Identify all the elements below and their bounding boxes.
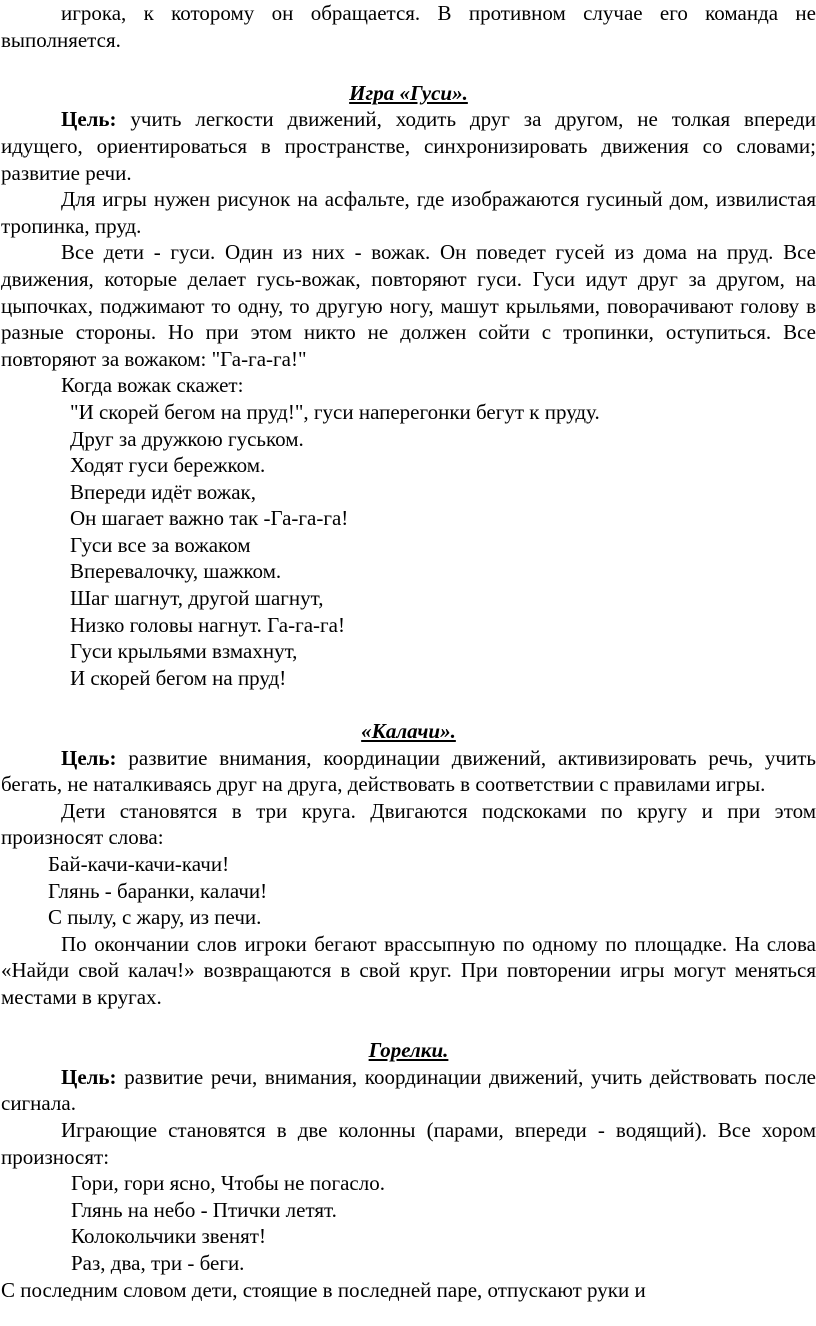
verse-line: Шаг шагнут, другой шагнут, <box>70 586 324 611</box>
spacer <box>1 691 816 718</box>
verse-line: Раз, два, три - беги. <box>71 1250 245 1275</box>
paragraph-continuation-end: выполняется. <box>1 27 121 52</box>
spacer <box>1 1011 816 1038</box>
verse-line: Друг за дружкою гуськом. <box>70 426 304 451</box>
goal-paragraph-kalachi <box>1 745 816 798</box>
verse-line: Бай-качи-качи-качи! <box>48 852 230 876</box>
goal-label: Цель: <box>61 1064 117 1089</box>
verse-line: Гуси крыльями взмахнут, <box>70 639 298 664</box>
paragraph: Все дети - гуси. Один из них - вожак. Он поведет гусей из дома на пруд. Все движения, которые делает гусь-вожак, повторяют гуси. Гуси идут друг за другом, на цыпочках, поджимают то одну, то другую ногу, машут крыльями, поворачивают голову в разные стороны. Но при этом никто не должен сойти с тропинки, оступиться. Все повторяют за вожаком: "Га-га-га!" <box>1 240 816 371</box>
goal-text: развитие речи, внимания, координации движений, учить действовать после сигнала. <box>1 1064 816 1116</box>
spacer <box>1 53 816 80</box>
section-title-gorelki: Горелки. <box>368 1038 449 1063</box>
verse-block-gorelki <box>1 1170 816 1276</box>
section-title-kalachi: «Калачи». <box>361 719 456 744</box>
verse-line: Гори, гори ясно, Чтобы не погасло. <box>71 1171 385 1196</box>
paragraph: Играющие становятся в две колонны (парами, впереди - водящий). Все хором произносят: <box>1 1117 816 1169</box>
paragraph: Дети становятся в три круга. Двигаются подскоками по кругу и при этом произносят слова: <box>1 798 816 850</box>
verse-line: Впереди идёт вожак, <box>70 479 256 504</box>
paragraph: Когда вожак скажет: <box>61 373 244 398</box>
paragraph-continuation-line: игрока, к которому он обращается. В противном случае его команда не <box>61 1 816 25</box>
goal-paragraph-geese <box>1 106 816 186</box>
goal-text: учить легкости движений, ходить друг за другом, не толкая впереди идущего, ориентироваться в пространстве, синхронизировать движения со словами; развитие речи. <box>1 107 816 185</box>
paragraph: По окончании слов игроки бегают врассыпную по одному по площадке. На слова «Найди свой калач!» возвращаются в свой круг. При повторении игры могут меняться местами в кругах. <box>1 931 816 1009</box>
section-title-geese: Игра «Гуси». <box>349 80 468 105</box>
goal-paragraph-gorelki <box>1 1064 816 1117</box>
verse-line: Ходят гуси бережком. <box>70 453 266 478</box>
verse-line: Колокольчики звенят! <box>71 1224 266 1249</box>
verse-block-kalachi <box>1 851 816 931</box>
verse-block-geese <box>1 399 816 692</box>
paragraph: С последним словом дети, стоящие в последней паре, отпускают руки и <box>1 1277 646 1302</box>
verse-line: Гуси все за вожаком <box>70 532 251 557</box>
verse-line: Вперевалочку, шажком. <box>70 559 282 584</box>
verse-line: "И скорей бегом на пруд!", гуси наперегонки бегут к пруду. <box>70 399 600 424</box>
verse-line: Низко головы нагнут. Га-га-га! <box>70 612 345 637</box>
goal-label: Цель: <box>61 107 117 132</box>
paragraph: Для игры нужен рисунок на асфальте, где изображаются гусиный дом, извилистая тропинка, пруд. <box>1 187 816 238</box>
verse-line: Он шагает важно так -Га-га-га! <box>70 506 349 531</box>
verse-line: Глянь - баранки, калачи! <box>48 878 268 903</box>
verse-line: И скорей бегом на пруд! <box>70 665 287 690</box>
verse-line: С пылу, с жару, из печи. <box>48 905 262 930</box>
goal-label: Цель: <box>61 745 117 770</box>
verse-line: Глянь на небо - Птички летят. <box>71 1197 337 1222</box>
goal-text: развитие внимания, координации движений, активизировать речь, учить бегать, не наталкиваясь друг на друга, действовать в соответствии с правилами игры. <box>1 745 816 797</box>
